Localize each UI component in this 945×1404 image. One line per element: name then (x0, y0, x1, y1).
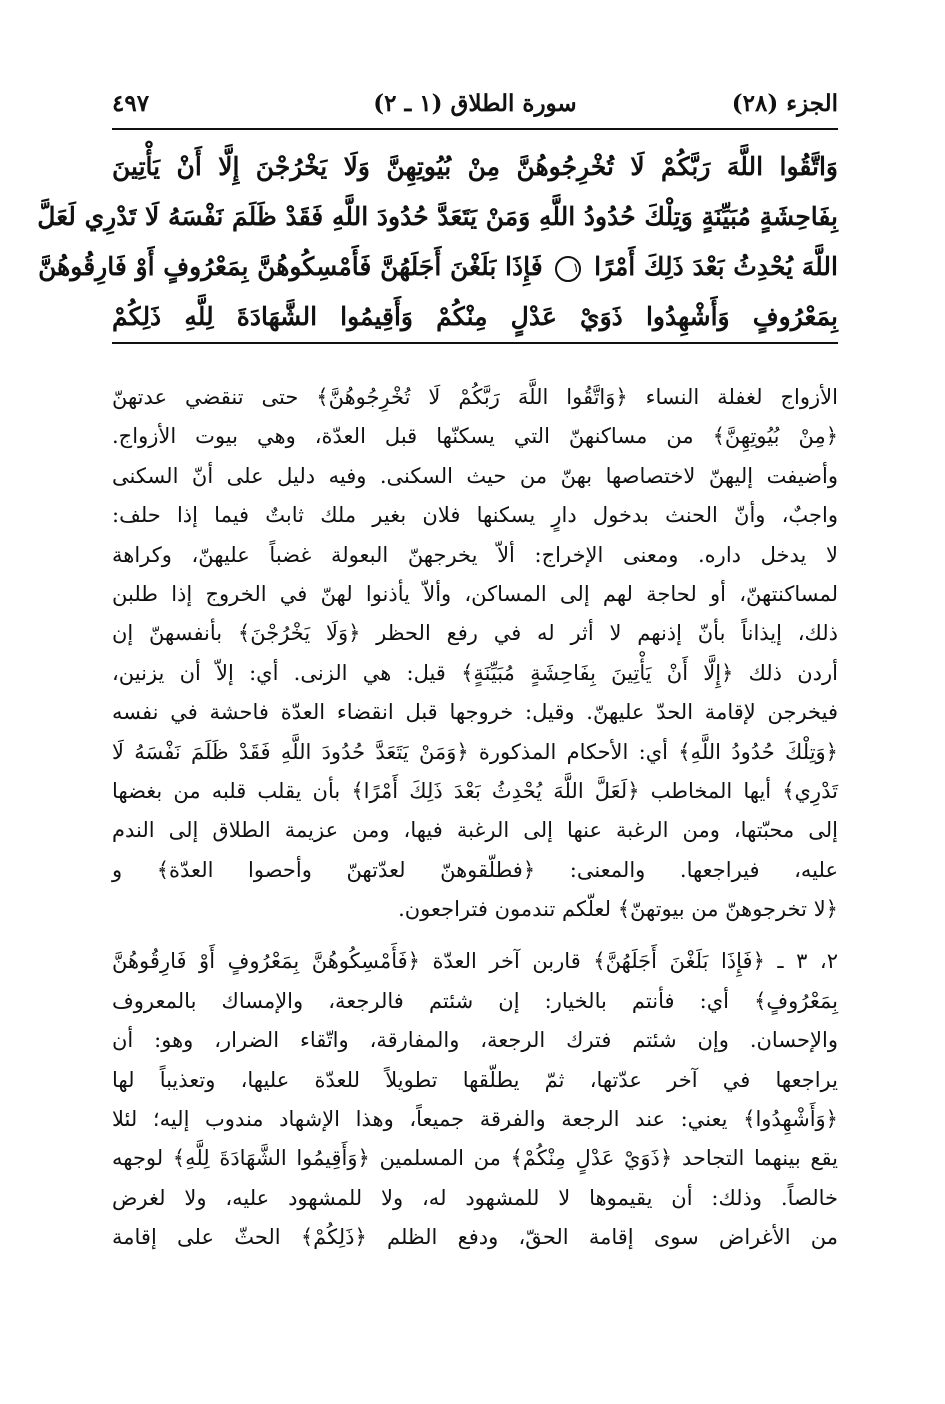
verse-number-marker: ١ (555, 256, 581, 282)
verse-line-with-marker (38, 242, 838, 292)
commentary-line: وأضيفت إليهنّ لاختصاصها بهنّ من حيث السكنى. وفيه دليل على أنّ السكنى (112, 463, 838, 488)
commentary-line: يقع بينهما التجاحد ﴿ذَوَيْ عَدْلٍ مِنْكُمْ﴾ من المسلمين ﴿وَأَقِيمُوا الشَّهَادَةَ لِلَّهِ﴾ لوجهه (112, 1146, 838, 1171)
surah-title: سورة الطلاق (١ ـ ٢) (373, 90, 577, 117)
commentary-line: ﴿لا تخرجوهنّ من بيوتهنّ﴾ لعلّكم تندمون فتراجعون. (398, 897, 838, 922)
quran-verses (37, 142, 838, 342)
commentary-line: من الأغراض سوى إقامة الحقّ، ودفع الظلم ﴿ذَلِكُمْ﴾ الحثّ على إقامة (112, 1225, 838, 1250)
commentary-line: ٢، ٣ ـ ﴿فَإِذَا بَلَغْنَ أَجَلَهُنَّ﴾ قاربن آخر العدّة ﴿فَأَمْسِكُوهُنَّ بِمَعْرُوفٍ أَوْ فَارِقُوهُنَّ (112, 949, 838, 974)
commentary-line: تَدْرِي﴾ أيها المخاطب ﴿لَعَلَّ اللَّهَ يُحْدِثُ بَعْدَ ذَلِكَ أَمْرًا﴾ بأن يقلب قلبه من بغضها (112, 778, 838, 803)
header-rule (112, 128, 838, 130)
page-header (112, 86, 838, 130)
verse-line-part: اللَّهَ يُحْدِثُ بَعْدَ ذَلِكَ أَمْرًا (594, 252, 838, 281)
verse-line: وَاتَّقُوا اللَّهَ رَبَّكُمْ لَا تُخْرِجُوهُنَّ مِنْ بُيُوتِهِنَّ وَلَا يَخْرُجْنَ إِلَّا أَنْ يَأْتِينَ (112, 152, 838, 181)
commentary-line: ﴿وَأَشْهِدُوا﴾ يعني: عند الرجعة والفرقة جميعاً، وهذا الإشهاد مندوب إليه؛ لئلا (112, 1107, 838, 1132)
commentary-line: والإحسان. وإن شئتم فترك الرجعة، والمفارقة، واتّقاء الضرار، وهو: أن (112, 1028, 838, 1053)
commentary-line: لمساكنتهنّ، أو لحاجة لهم إلى المساكن، وألاّ يأذنوا لهنّ في الخروج إذا طلبن (112, 581, 838, 606)
commentary-line: فيخرجن لإقامة الحدّ عليهنّ. وقيل: خروجها قبل انقضاء العدّة فاحشة في نفسه (112, 700, 838, 725)
commentary-line: لا يدخل داره. ومعنى الإخراج: ألاّ يخرجهنّ البعولة غضباً عليهنّ، وكراهة (112, 542, 838, 567)
commentary-line: خالصاً. وذلك: أن يقيموها لا للمشهود له، ولا للمشهود عليه، ولا لغرض (112, 1185, 838, 1210)
commentary-line: ﴿مِنْ بُيُوتِهِنَّ﴾ من مساكنهنّ التي يسكنّها قبل العدّة، وهي بيوت الأزواج. (112, 424, 838, 449)
verse-line: بِفَاحِشَةٍ مُبَيِّنَةٍ وَتِلْكَ حُدُودُ اللَّهِ وَمَنْ يَتَعَدَّ حُدُودَ اللَّهِ فَقَدْ ظَلَمَ نَفْسَهُ لَا تَدْرِي لَعَلَّ (37, 202, 838, 231)
commentary-line: ﴿وَتِلْكَ حُدُودُ اللَّهِ﴾ أي: الأحكام المذكورة ﴿وَمَنْ يَتَعَدَّ حُدُودَ اللَّهِ فَقَدْ ظَلَمَ نَفْسَهُ لَا (112, 739, 838, 764)
verse-line-part: فَإِذَا بَلَغْنَ أَجَلَهُنَّ فَأَمْسِكُوهُنَّ بِمَعْرُوفٍ أَوْ فَارِقُوهُنَّ (38, 252, 543, 281)
verse-line: بِمَعْرُوفٍ وَأَشْهِدُوا ذَوَيْ عَدْلٍ مِنْكُمْ وَأَقِيمُوا الشَّهَادَةَ لِلَّهِ ذَلِكُمْ (112, 302, 838, 331)
commentary-line: ذلك، إيذاناً بأنّ إذنهم لا أثر له في رفع الحظر ﴿وَلَا يَخْرُجْنَ﴾ بأنفسهنّ إن (112, 621, 838, 646)
page-number: ٤٩٧ (112, 90, 150, 117)
commentary-line: عليه، فيراجعها. والمعنى: ﴿فطلّقوهنّ لعدّتهنّ وأحصوا العدّة﴾ و (112, 857, 838, 882)
commentary-line: أردن ذلك ﴿إِلَّا أَنْ يَأْتِينَ بِفَاحِشَةٍ مُبَيِّنَةٍ﴾ قيل: هي الزنى. أي: إلاّ أن يزنين، (112, 660, 838, 685)
commentary-line: بِمَعْرُوفٍ﴾ أي: فأنتم بالخيار: إن شئتم فالرجعة، والإمساك بالمعروف (112, 988, 838, 1013)
juz-label: الجزء (٢٨) (731, 90, 838, 117)
commentary (112, 378, 838, 1258)
commentary-line: واجبٌ، وأنّ الحنث بدخول دارٍ يسكنها فلان بغير ملك ثابتٌ فيما إذا حلف: (112, 503, 838, 528)
commentary-line: الأزواج لغفلة النساء ﴿وَاتَّقُوا اللَّهَ رَبَّكُمْ لَا تُخْرِجُوهُنَّ﴾ حتى تنقضي عدتهنّ (112, 385, 838, 409)
commentary-line: إلى محبّتها، ومن الرغبة عنها إلى الرغبة فيها، ومن عزيمة الطلاق إلى الندم (112, 818, 838, 843)
verses-rule (112, 342, 838, 344)
commentary-line: يراجعها في آخر عدّتها، ثمّ يطلّقها تطويلاً للعدّة عليها، وتعذيباً لها (112, 1067, 838, 1092)
